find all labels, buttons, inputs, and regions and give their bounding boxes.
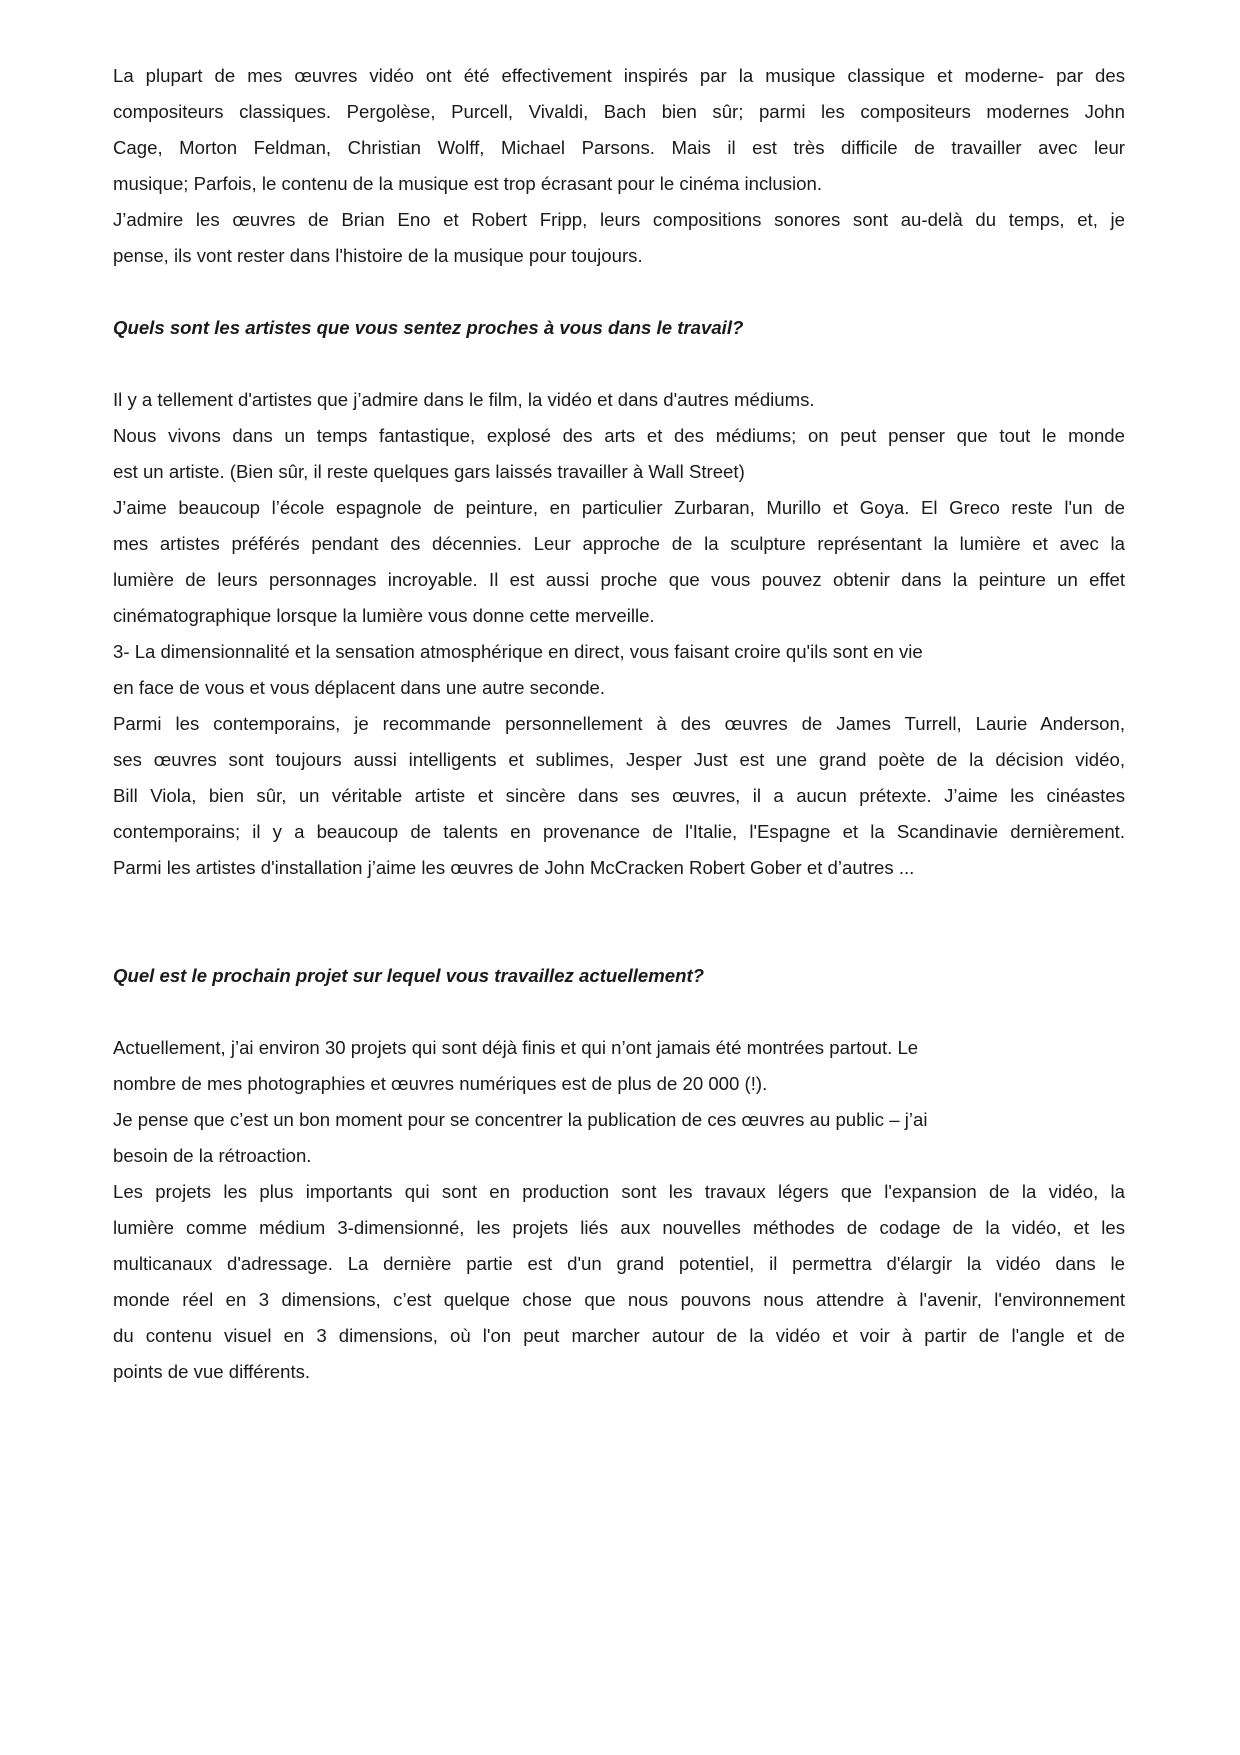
text-line: Je pense que c’est un bon moment pour se concentrer la publication de ces œuvres au public – j’ai xyxy=(113,1109,928,1130)
text-line: Les projets les plus importants qui sont en production sont les travaux légers que l'expansion de la vidéo, la xyxy=(113,1181,1125,1202)
text-line: J’admire les œuvres de Brian Eno et Robert Fripp, leurs compositions sonores sont au-delà du temps, et, je xyxy=(113,209,1125,230)
text-line: Bill Viola, bien sûr, un véritable artiste et sincère dans ses œuvres, il a aucun prétexte. J’aime les cinéastes xyxy=(113,785,1125,806)
text-line: La plupart de mes œuvres vidéo ont été effectivement inspirés par la musique classique et moderne- par des xyxy=(113,65,1125,86)
text-line: Parmi les artistes d'installation j’aime les œuvres de John McCracken Robert Gober et d’autres ... xyxy=(113,857,915,878)
text-line: J’aime beaucoup l’école espagnole de peinture, en particulier Zurbaran, Murillo et Goya. El Greco reste l'un de xyxy=(113,497,1125,518)
text-line: mes artistes préférés pendant des décennies. Leur approche de la sculpture représentant la lumière et avec la xyxy=(113,533,1125,554)
text-line: du contenu visuel en 3 dimensions, où l'on peut marcher autour de la vidéo et voir à partir de l'angle et de xyxy=(113,1325,1125,1346)
text-line: contemporains; il y a beaucoup de talents en provenance de l'Italie, l'Espagne et la Scandinavie dernièrement. xyxy=(113,821,1125,842)
text-line: monde réel en 3 dimensions, c’est quelque chose que nous pouvons nous attendre à l'avenir, l'environnement xyxy=(113,1289,1125,1310)
text-line: nombre de mes photographies et œuvres numériques est de plus de 20 000 (!). xyxy=(113,1073,768,1094)
question-heading-artists: Quels sont les artistes que vous sentez proches à vous dans le travail? xyxy=(113,317,744,338)
text-line: points de vue différents. xyxy=(113,1361,311,1382)
text-line: Il y a tellement d'artistes que j’admire dans le film, la vidéo et dans d'autres médiums. xyxy=(113,389,815,410)
text-line: Nous vivons dans un temps fantastique, explosé des arts et des médiums; on peut penser que tout le monde xyxy=(113,425,1125,446)
text-line: Parmi les contemporains, je recommande personnellement à des œuvres de James Turrell, Laurie Anderson, xyxy=(113,713,1125,734)
text-line: est un artiste. (Bien sûr, il reste quelques gars laissés travailler à Wall Street) xyxy=(113,461,745,482)
text-line: ses œuvres sont toujours aussi intelligents et sublimes, Jesper Just est une grand poète de la décision vidéo, xyxy=(113,749,1125,770)
text-line: Actuellement, j’ai environ 30 projets qui sont déjà finis et qui n’ont jamais été montrées partout. Le xyxy=(113,1037,919,1058)
paragraph-artists xyxy=(113,382,1125,886)
question-heading-next-project: Quel est le prochain projet sur lequel vous travaillez actuellement? xyxy=(113,965,705,986)
text-line: musique; Parfois, le contenu de la musique est trop écrasant pour le cinéma inclusion. xyxy=(113,173,823,194)
paragraph-next-project xyxy=(113,1030,1125,1390)
text-line: compositeurs classiques. Pergolèse, Purcell, Vivaldi, Bach bien sûr; parmi les compositeurs modernes John xyxy=(113,101,1125,122)
text-line: lumière comme médium 3-dimensionné, les projets liés aux nouvelles méthodes de codage de la vidéo, et les xyxy=(113,1217,1125,1238)
text-line: 3- La dimensionnalité et la sensation atmosphérique en direct, vous faisant croire qu'ils sont en vie xyxy=(113,641,923,662)
text-line: cinématographique lorsque la lumière vous donne cette merveille. xyxy=(113,605,655,626)
text-line: en face de vous et vous déplacent dans une autre seconde. xyxy=(113,677,606,698)
text-line: lumière de leurs personnages incroyable. Il est aussi proche que vous pouvez obtenir dans la peinture un effet xyxy=(113,569,1125,590)
text-line: Cage, Morton Feldman, Christian Wolff, Michael Parsons. Mais il est très difficile de travailler avec leur xyxy=(113,137,1125,158)
document-page xyxy=(113,58,1125,1390)
text-line: besoin de la rétroaction. xyxy=(113,1145,312,1166)
paragraph-music-influences xyxy=(113,58,1125,274)
text-line: pense, ils vont rester dans l'histoire de la musique pour toujours. xyxy=(113,245,643,266)
text-line: multicanaux d'adressage. La dernière partie est d'un grand potentiel, il permettra d'élargir la vidéo dans le xyxy=(113,1253,1125,1274)
